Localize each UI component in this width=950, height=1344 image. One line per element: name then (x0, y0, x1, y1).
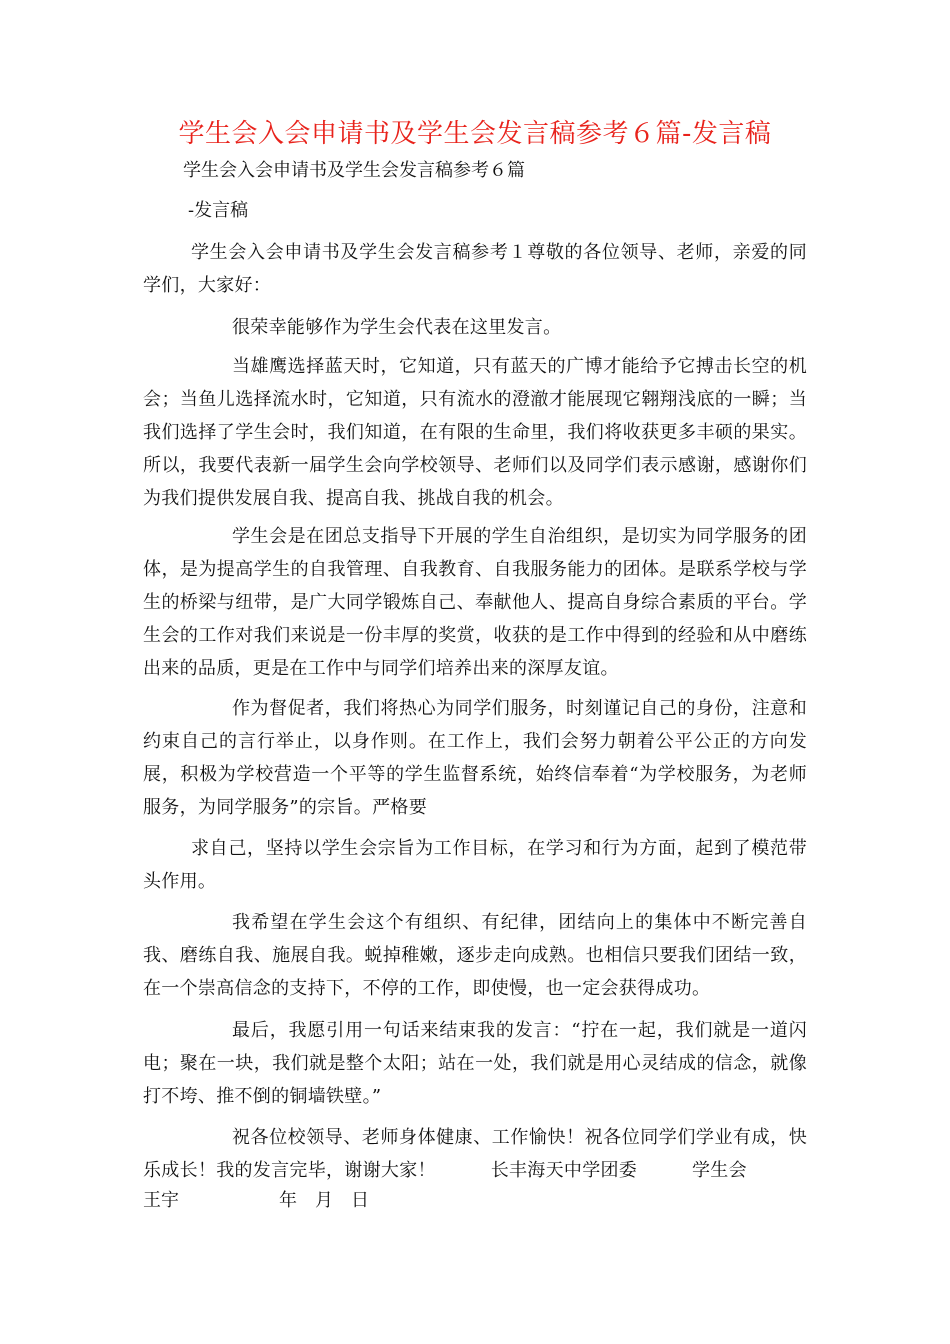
paragraph-7: 最后，我愿引用一句话来结束我的发言：“拧在一起，我们就是一道闪电；聚在一块，我们就是整个太阳；站在一处，我们就是用心灵结成的信念，就像打不垮、推不倒的铜墙铁壁。” (143, 1020, 807, 1107)
document-subtitle: 学生会入会申请书及学生会发言稿参考６篇 (183, 160, 525, 181)
paragraph-6: 我希望在学生会这个有组织、有纪律，团结向上的集体中不断完善自我、磨练自我、施展自我。蜕掉稚嫩，逐步走向成熟。也相信只要我们团结一致，在一个崇高信念的支持下，不停的工作，即使慢，也一定会获得成功。 (143, 912, 807, 999)
document-title: 学生会入会申请书及学生会发言稿参考６篇-发言稿 (178, 119, 772, 149)
signature-date: 年 月 日 (279, 1190, 369, 1211)
document-subtitle-tail: -发言稿 (188, 200, 249, 221)
paragraph-5: 求自己，坚持以学生会宗旨为工作目标，在学习和行为方面，起到了模范带头作用。 (143, 838, 807, 892)
paragraph-3: 学生会是在团总支指导下开展的学生自治组织，是切实为同学服务的团体，是为提高学生的自我管理、自我教育、自我服务能力的团体。是联系学校与学生的桥梁与纽带，是广大同学锻炼自己、奉献他人、提高自身综合素质的平台。学生会的工作对我们来说是一份丰厚的奖赏，收获的是工作中得到的经验和从中磨练出来的品质，更是在工作中与同学们培养出来的深厚友谊。 (143, 526, 807, 679)
paragraph-closing: 祝各位校领导、老师身体健康、工作愉快！祝各位同学们学业有成，快乐成长！我的发言完毕，谢谢大家！ 长丰海天中学团委 学生会 (143, 1127, 807, 1181)
paragraph-4: 作为督促者，我们将热心为同学们服务，时刻谨记自己的身份，注意和约束自己的言行举止，以身作则。在工作上，我们会努力朝着公平公正的方向发展，积极为学校营造一个平等的学生监督系统，始终信奉着“为学校服务，为老师服务，为同学服务”的宗旨。严格要 (143, 698, 807, 818)
signature-name: 王宇 (143, 1190, 179, 1211)
paragraph-opening: 学生会入会申请书及学生会发言稿参考１尊敬的各位领导、老师，亲爱的同学们，大家好： (143, 242, 807, 296)
paragraph-1: 很荣幸能够作为学生会代表在这里发言。 (232, 317, 562, 338)
paragraph-2: 当雄鹰选择蓝天时，它知道，只有蓝天的广博才能给予它搏击长空的机会；当鱼儿选择流水时，它知道，只有流水的澄澈才能展现它翱翔浅底的一瞬；当我们选择了学生会时，我们知道，在有限的生命里，我们将收获更多丰硕的果实。所以，我要代表新一届学生会向学校领导、老师们以及同学们表示感谢，感谢你们为我们提供发展自我、提高自我、挑战自我的机会。 (143, 356, 807, 509)
